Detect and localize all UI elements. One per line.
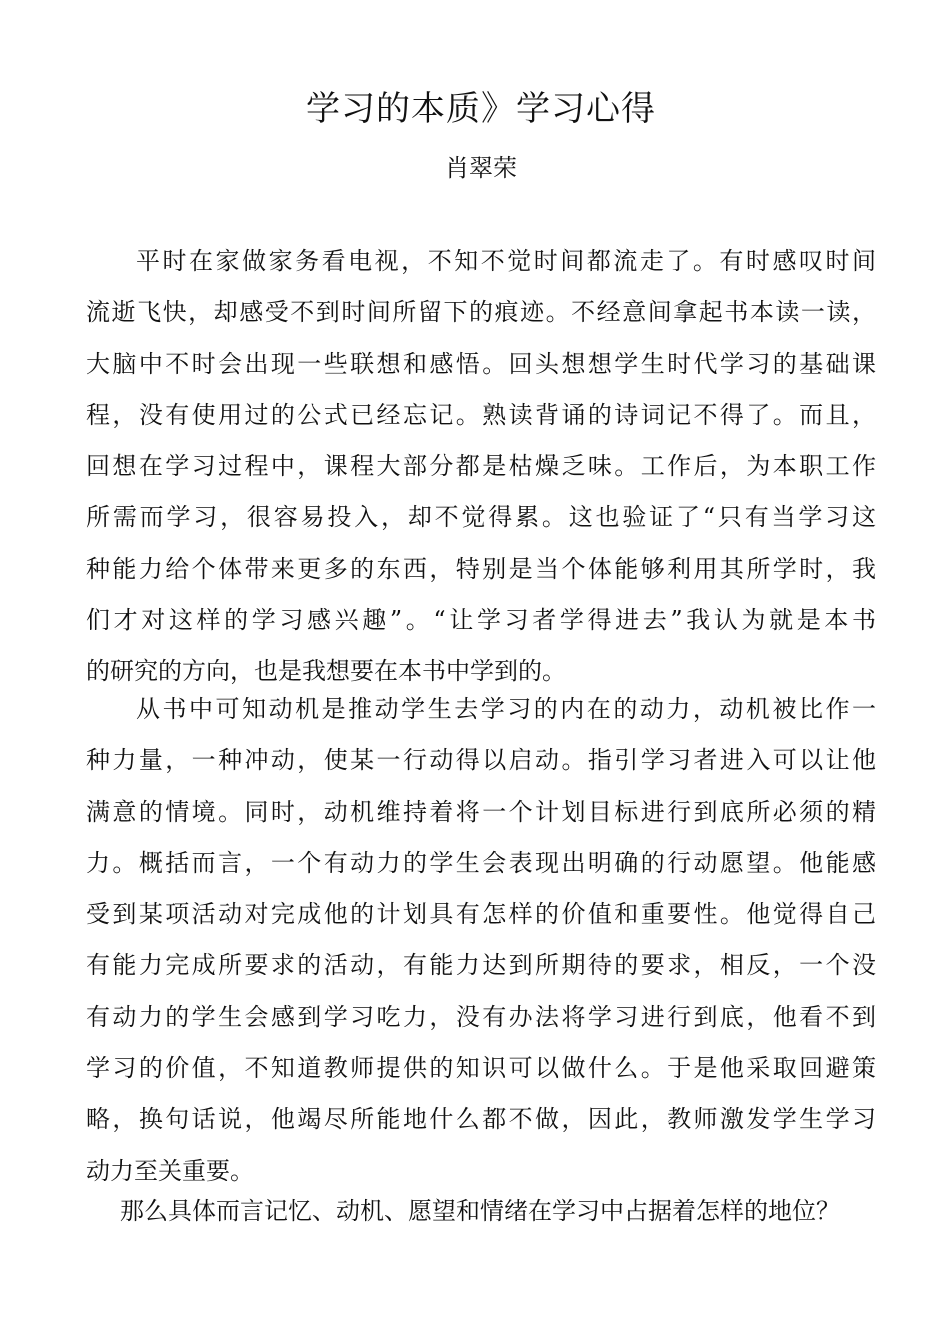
text-line: 学习的价值，不知道教师提供的知识可以做什么。于是他采取回避策: [86, 1054, 876, 1083]
text-line: 平时在家做家务看电视，不知不觉时间都流走了。有时感叹时间: [136, 247, 876, 275]
paragraph-1: [86, 236, 876, 698]
text-line: 力。概括而言，一个有动力的学生会表现出明确的行动愿望。他能感: [86, 848, 876, 877]
text-line: 动力至关重要。: [86, 1156, 254, 1185]
text-line: 满意的情境。同时，动机维持着将一个计划目标进行到底所必须的精: [86, 797, 876, 826]
text-line: 的研究的方向，也是我想要在本书中学到的。: [86, 657, 566, 686]
text-line: 回想在学习过程中，课程大部分都是枯燥乏味。工作后，为本职工作: [86, 452, 876, 481]
text-line: 所需而学习，很容易投入，却不觉得累。这也验证了“只有当学习这: [86, 503, 876, 532]
paragraph-3: [86, 1186, 876, 1237]
text-line: 略，换句话说，他竭尽所能地什么都不做，因此，教师激发学生学习: [86, 1105, 876, 1134]
text-line: 那么具体而言记忆、动机、愿望和情绪在学习中占据着怎样的地位？: [120, 1197, 840, 1225]
text-line: 从书中可知动机是推动学生去学习的内在的动力，动机被比作一: [136, 695, 876, 723]
text-line: 种力量，一种冲动，使某一行动得以启动。指引学习者进入可以让他: [86, 746, 876, 775]
text-line: 程，没有使用过的公式已经忘记。熟读背诵的诗词记不得了。而且，: [86, 400, 876, 429]
document-title: 学习的本质》学习心得: [306, 89, 656, 129]
text-line: 流逝飞快，却感受不到时间所留下的痕迹。不经意间拿起书本读一读，: [86, 298, 876, 327]
text-line: 有动力的学生会感到学习吃力，没有办法将学习进行到底，他看不到: [86, 1002, 876, 1031]
author-name: 肖翠荣: [445, 154, 517, 182]
text-line: 们才对这样的学习感兴趣”。“让学习者学得进去”我认为就是本书: [86, 606, 876, 635]
paragraph-2: [86, 684, 876, 1197]
text-line: 大脑中不时会出现一些联想和感悟。回头想想学生时代学习的基础课: [86, 349, 876, 378]
text-line: 有能力完成所要求的活动，有能力达到所期待的要求，相反，一个没: [86, 951, 876, 980]
text-line: 种能力给个体带来更多的东西，特别是当个体能够利用其所学时，我: [86, 554, 876, 583]
text-line: 受到某项活动对完成他的计划具有怎样的价值和重要性。他觉得自己: [86, 900, 876, 929]
